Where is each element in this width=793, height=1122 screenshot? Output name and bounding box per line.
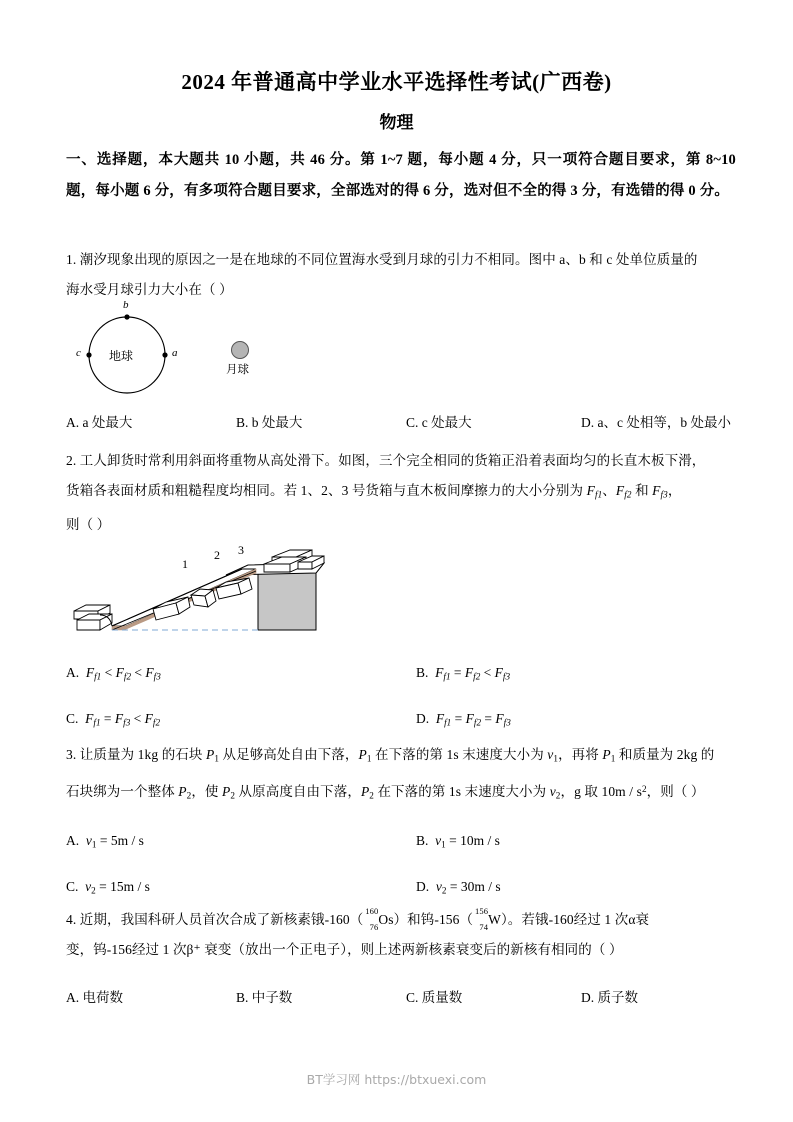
question-2-line-3: 则（ ） [66,516,111,532]
option-4-a: A. 电荷数 [66,990,123,1005]
q2-l2-mid1: 、 [602,483,616,498]
w-mass-number: 156 [475,906,489,917]
question-3-line-1: 3. 让质量为 1kg 的石块 $P_1$ 从足够高处自由下落，$P_1$ 在下落的第 1s 末速度大小为 $v_1$，再将 $P_1$ 和质量为 2kg 的 [66,747,715,764]
q3-l2-f: ，则（ ） [646,783,705,799]
q3-l1-e: 和质量为 2kg 的 [615,747,715,762]
point-a-dot [162,352,167,357]
option-1-c: C. c 处最大 [406,415,472,430]
nuclide-os-indices [363,906,379,933]
question-2-stem [66,446,738,540]
question-3-options [66,820,756,911]
point-c-dot [86,352,91,357]
moon-circle [232,342,249,359]
w-symbol: W [488,912,501,927]
os-symbol: Os [378,912,394,927]
figure-earth-moon [66,299,306,400]
option-1-d: D. a、c 处相等，b 处最小 [581,415,731,430]
subject-title: 物理 [379,113,414,132]
moon-label: 月球 [226,364,249,376]
option-2-c: C. $F_{f1} = F_{f3} < F_{f2}$ [66,710,161,728]
option-4-d: D. 质子数 [581,990,638,1005]
page-title: 2024 年普通高中学业水平选择性考试(广西卷) [181,70,612,94]
q4-l1-b: ）和钨-156（ [393,912,474,927]
box-1-label: 1 [182,557,188,571]
point-c-label: c [76,347,81,359]
platform-box-right-front [298,562,312,569]
question-1-stem [66,245,738,305]
option-4-b: B. 中子数 [236,990,293,1005]
question-1-line-1: 1. 潮汐现象出现的原因之一是在地球的不同位置海水受到月球的引力不相同。图中 a、b 和 c 处单位质量的 [66,252,698,267]
q3-l2-b: ，使 [191,783,223,799]
q4-l1-c: ）。若锇-160经过 1 次α衰 [500,912,650,927]
q3-l2-a: 石块绑为一个整体 [66,783,179,799]
option-3-d: D. $v_2 = 30m / s$ [416,878,501,896]
option-2-a: A. $F_{f1} < F_{f2} < F_{f3}$ [66,665,161,682]
option-4-c: C. 质量数 [406,990,463,1005]
option-1-b: B. b 处最大 [236,415,303,430]
q3-l2-e: ，g 取 10m / s [560,783,642,799]
q4-l1-a: 4. 近期，我国科研人员首次合成了新核素锇-160（ [66,912,364,927]
option-3-a: A. $v_1 = 5m / s$ [66,833,144,850]
box-3-label: 3 [238,543,244,557]
q2-l2-pre: 货箱各表面材质和粗糙程度均相同。若 1、2、3 号货箱与直木板间摩擦力的大小分别为 [66,483,587,498]
option-1-a: A. a 处最大 [66,415,133,430]
q2-l2-mid2: 和 [631,483,653,498]
question-3-line-2: 石块绑为一个整体 $P_2$，使 $P_2$ 从原高度自由下落，$P_2$ 在下落的第 1s 末速度大小为 $v_2$，g 取 $10m / s^2$，则（ ） [66,783,705,801]
question-1-line-2: 海水受月球引力大小在（ ） [66,282,233,297]
question-4-line-2: 变，钨-156经过 1 次β⁺ 衰变（放出一个正电子），则上述两新核素衰变后的新核有相同的（ ） [66,942,623,957]
os-mass-number: 160 [365,906,379,917]
ground-box-lower-front [77,620,100,630]
option-3-c: C. $v_2 = 15m / s$ [66,878,150,896]
point-a-label: a [172,347,178,359]
earth-moon-svg [66,305,306,400]
q3-l1-c: 在下落的第 1s 末速度大小为 [371,747,548,762]
box-1-front [153,603,179,620]
question-4-line-1 [66,905,738,935]
box-2-label: 2 [214,548,220,562]
q2-f1: F [586,483,595,498]
option-2-d: D. $F_{f1} = F_{f2} = F_{f3}$ [416,710,511,728]
q2-l2-end: ， [667,483,682,498]
q2-f3-sub: f3 [660,489,668,500]
os-atomic-number: 76 [369,922,379,933]
section-instructions: 一、选择题，本大题共 10 小题，共 46 分。第 1~7 题，每小题 4 分，只一项符合题目要求，第 8~10 题，每小题 6 分，有多项符合题目要求，全部选对的得 6 分，选对但不全的得 3 分，有选错的得 0 分。 [66,152,736,199]
option-3-b: B. $v_1 = 10m / s$ [416,833,500,850]
nuclide-w-indices [473,906,489,933]
w-atomic-number: 74 [479,922,489,933]
earth-label: 地球 [109,349,134,363]
platform-block [258,573,316,630]
page-footer-watermark: BT学习网 https://btxuexi.com [306,1072,487,1087]
q3-l1-d: ，再将 [558,747,603,762]
question-4-options [66,986,756,1006]
q3-l1-a: 3. 让质量为 1kg 的石块 [66,747,206,762]
q2-f3: F [652,483,661,498]
question-2-line-2 [66,476,738,510]
q2-f2-sub: f2 [624,489,632,500]
point-b-dot [124,314,129,319]
question-2-options [66,652,756,743]
inclined-plane-svg [66,545,326,637]
q2-f1-sub: f1 [594,489,603,500]
option-2-b: B. $F_{f1} = F_{f2} < F_{f3}$ [416,665,511,682]
q3-l2-sup: 2 [641,783,647,794]
q3-l1-b: 从足够高处自由下落， [219,747,359,762]
question-1-options [66,411,756,431]
q3-l2-c: 从原高度自由下落， [235,783,361,799]
question-4-stem [66,905,738,965]
question-2-line-1: 2. 工人卸货时常利用斜面将重物从高处滑下。如图，三个完全相同的货箱正沿着表面均匀的长直木板下滑， [66,453,706,468]
q3-l2-d: 在下落的第 1s 末速度大小为 [373,783,550,799]
platform-box-mid-front [264,564,290,572]
figure-inclined-plane [66,545,326,637]
q2-f2: F [615,483,625,498]
point-b-label: b [123,299,129,311]
question-3-stem [66,740,738,810]
